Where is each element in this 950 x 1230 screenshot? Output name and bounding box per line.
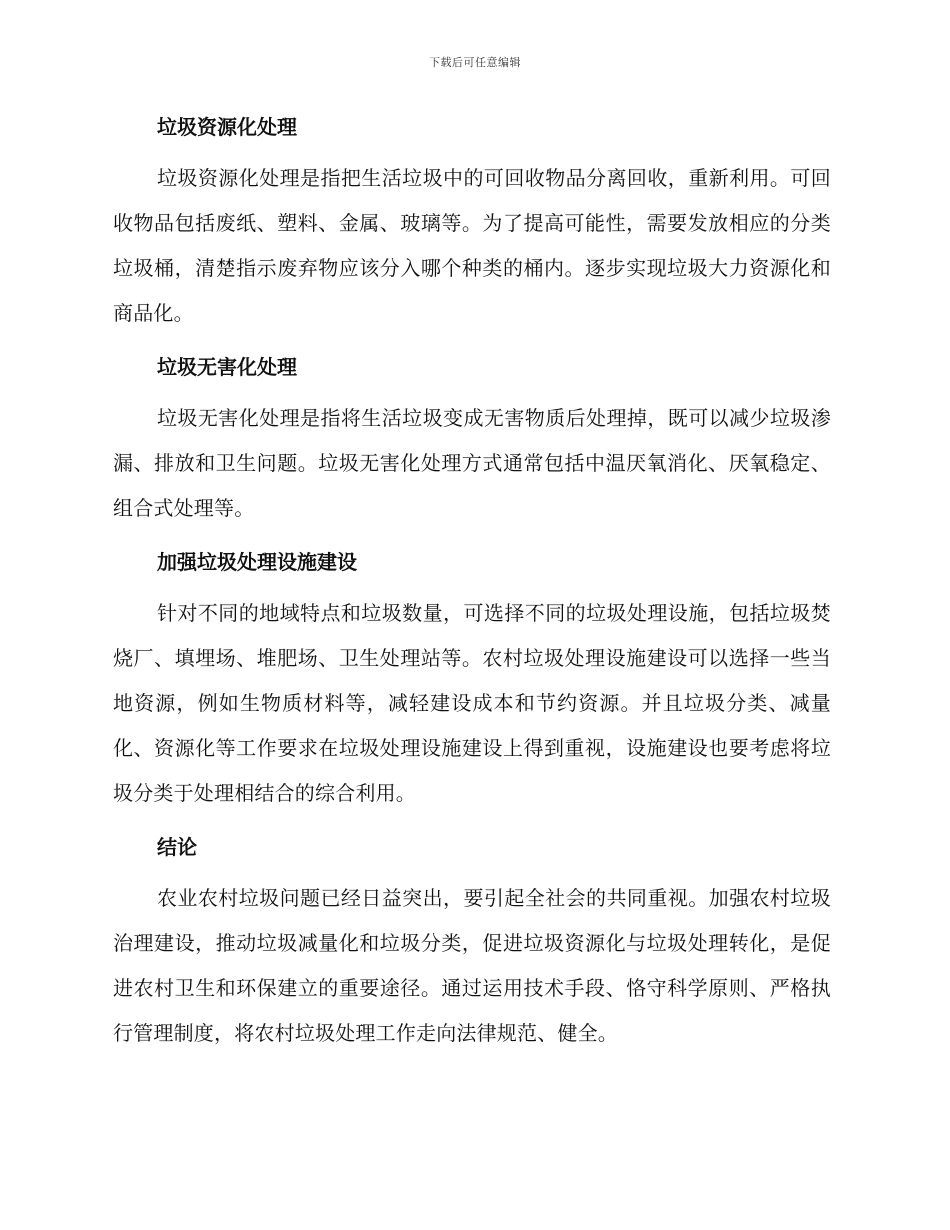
section-conclusion bbox=[113, 830, 831, 1056]
section-resource-treatment bbox=[113, 110, 831, 336]
section-facility-construction bbox=[113, 545, 831, 816]
section-heading: 加强垃圾处理设施建设 bbox=[157, 550, 357, 574]
section-harmless-treatment bbox=[113, 350, 831, 531]
section-heading: 垃圾资源化处理 bbox=[157, 115, 297, 139]
section-heading: 垃圾无害化处理 bbox=[157, 355, 297, 379]
section-paragraph: 针对不同的地域特点和垃圾数量，可选择不同的垃圾处理设施，包括垃圾焚烧厂、填埋场、堆肥场、卫生处理站等。农村垃圾处理设施建设可以选择一些当地资源，例如生物质材料等，减轻建设成本和节约资源。并且垃圾分类、减量化、资源化等工作要求在垃圾处理设施建设上得到重视，设施建设也要考虑将垃圾分类于处理相结合的综合利用。 bbox=[113, 601, 831, 805]
document-body bbox=[113, 110, 831, 1056]
section-heading: 结论 bbox=[157, 835, 197, 859]
page-header: 下载后可任意编辑 bbox=[429, 56, 521, 69]
section-paragraph: 垃圾资源化处理是指把生活垃圾中的可回收物品分离回收，重新利用。可回收物品包括废纸、塑料、金属、玻璃等。为了提高可能性，需要发放相应的分类垃圾桶，清楚指示废弃物应该分入哪个种类的桶内。逐步实现垃圾大力资源化和商品化。 bbox=[113, 166, 831, 325]
section-paragraph: 垃圾无害化处理是指将生活垃圾变成无害物质后处理掉，既可以减少垃圾渗漏、排放和卫生问题。垃圾无害化处理方式通常包括中温厌氧消化、厌氧稳定、组合式处理等。 bbox=[113, 406, 831, 520]
section-paragraph: 农业农村垃圾问题已经日益突出，要引起全社会的共同重视。加强农村垃圾治理建设，推动垃圾减量化和垃圾分类，促进垃圾资源化与垃圾处理转化，是促进农村卫生和环保建立的重要途径。通过运用技术手段、恪守科学原则、严格执行管理制度，将农村垃圾处理工作走向法律规范、健全。 bbox=[113, 886, 831, 1045]
